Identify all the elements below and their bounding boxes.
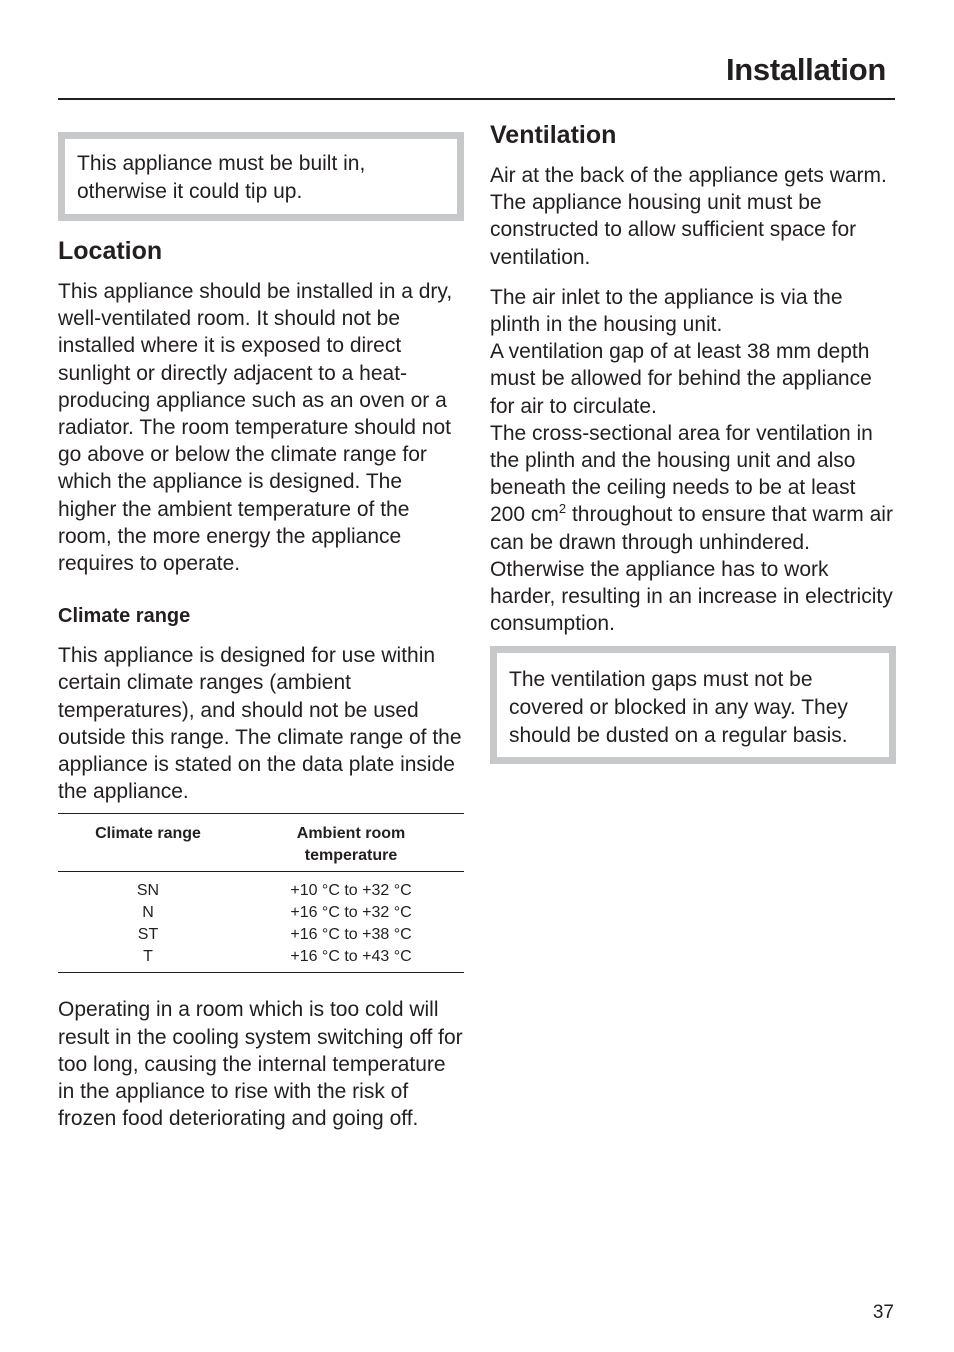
climate-range-heading: Climate range <box>58 605 191 628</box>
table-cell-range: ST <box>137 926 159 944</box>
table-cell-range: SN <box>136 882 160 900</box>
ventilation-gap-text: A ventilation gap of at least 38 mm depth must be allowed for behind the appliance for air to circulate. <box>490 340 872 418</box>
climate-range-table <box>58 813 464 973</box>
table-cell-temperature: +10 °C to +32 °C <box>290 882 412 900</box>
table-header-row <box>58 814 464 872</box>
table-row <box>58 946 464 973</box>
ventilation-air-inlet-text: The air inlet to the appliance is via the plinth in the housing unit. <box>490 285 843 337</box>
table-row <box>58 902 464 924</box>
table-header-ambient-temperature: Ambient room temperature <box>238 814 464 872</box>
table-row <box>58 872 464 903</box>
built-in-warning-line-2: otherwise it could tip up. <box>77 180 303 203</box>
operating-text: Operating in a room which is too cold will result in the cooling system switching off for too long, causing the internal temperature in the appliance to rise with the risk of frozen food deteriorating and going off. <box>58 998 463 1131</box>
table-cell-temperature: +16 °C to +38 °C <box>290 926 412 944</box>
built-in-warning-line-1: This appliance must be built in, <box>77 152 366 175</box>
table-cell-temperature: +16 °C to +43 °C <box>238 946 464 973</box>
ventilation-heading: Ventilation <box>490 121 617 149</box>
ventilation-area-text: The cross-sectional area for ventilation in the plinth and the housing unit and also beneath the ceiling needs to be at least 200 $cm^2$ throughout to ensure that warm air can be drawn through unhindered. Otherwise the appliance has to work harder, resulting in an increase in electricity consumption. <box>490 421 893 636</box>
superscript-2: 2 <box>558 501 567 517</box>
right-column <box>490 118 896 764</box>
location-heading: Location <box>58 237 163 265</box>
page-title: Installation <box>725 52 886 87</box>
ventilation-warning-box <box>490 646 896 764</box>
page-number: 37 <box>872 1302 894 1323</box>
built-in-warning-box <box>58 132 464 221</box>
ventilation-para-1: Air at the back of the appliance gets warm. The appliance housing unit must be constructed to allow sufficient space for ventilation. <box>490 164 887 269</box>
location-text: This appliance should be installed in a dry, well-ventilated room. It should not be installed where it is exposed to direct sunlight or directly adjacent to a heat-producing appliance such as an oven or a radiator. The room temperature should not go above or below the climate range for which the appliance is designed. The higher the ambient temperature of the room, the more energy the appliance requires to operate. <box>58 280 453 576</box>
table-cell-range: T <box>58 946 238 973</box>
table-cell-temperature: +16 °C to +32 °C <box>290 904 412 922</box>
climate-range-text: This appliance is designed for use within certain climate ranges (ambient temperatures), and should not be used outside this range. The climate range of the appliance is stated on the data plate inside the appliance. <box>58 644 462 804</box>
table-row <box>58 924 464 946</box>
table-header-climate-range: Climate range <box>58 814 238 872</box>
table-cell-range: N <box>142 904 154 922</box>
title-rule <box>58 98 895 100</box>
left-column <box>58 132 464 1132</box>
ventilation-warning-text: The ventilation gaps must not be covered or blocked in any way. They should be dusted on a regular basis. <box>509 668 848 748</box>
